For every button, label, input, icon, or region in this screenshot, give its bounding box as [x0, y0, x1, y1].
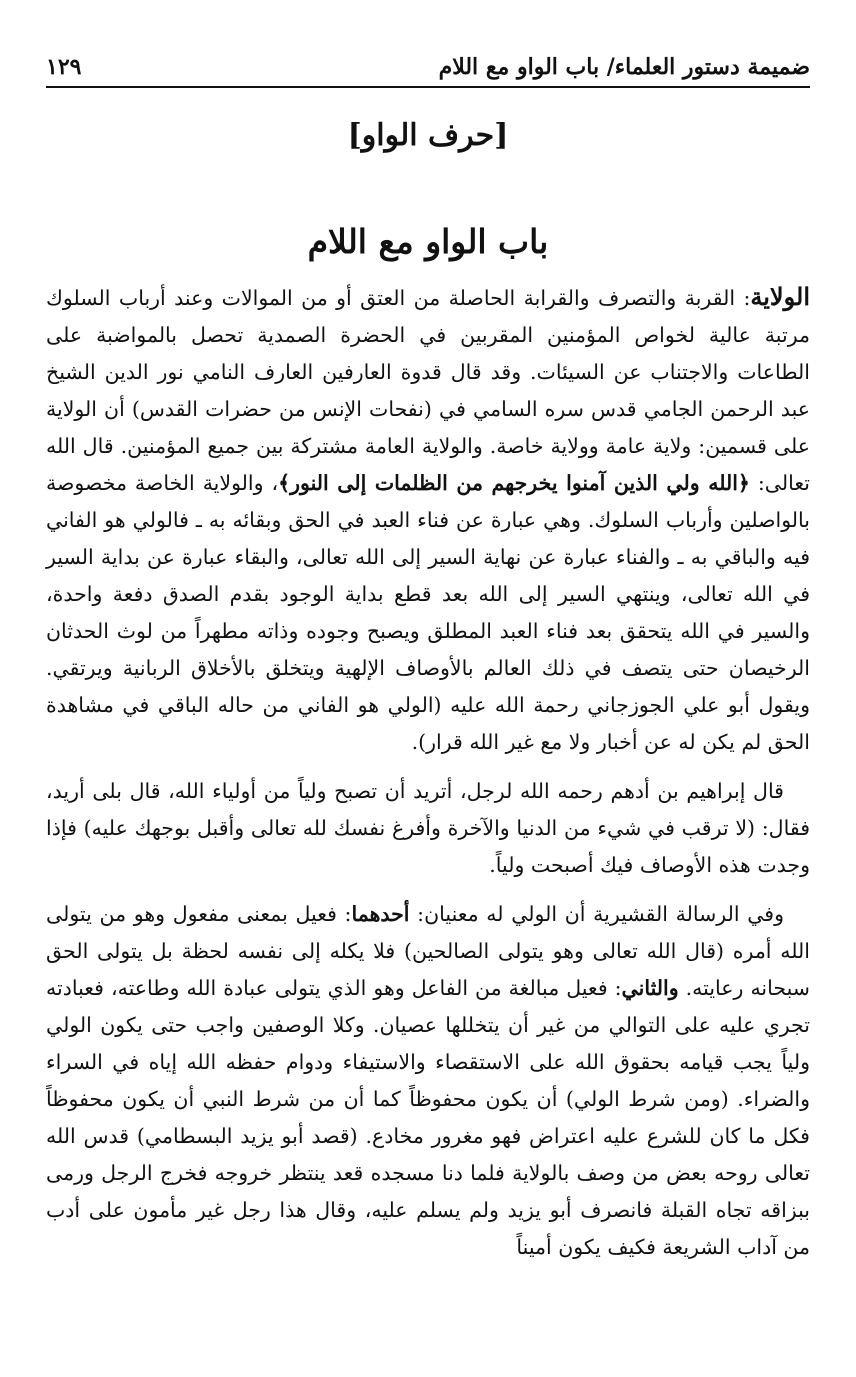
- running-title: ضميمة دستور العلماء/ باب الواو مع اللام: [438, 54, 810, 80]
- paragraph-ibrahim-adham: [46, 773, 810, 884]
- page-number: ١٢٩: [46, 54, 82, 80]
- first-meaning-label: أحدهما: [351, 902, 410, 926]
- paragraph-text: ، والولاية الخاصة مخصوصة بالواصلين وأرباب السلوك. وهي عبارة عن فناء العبد في الحق وبقائه به ـ فالولي هو الفاني فيه والباقي به ـ والفناء عبارة عن نهاية السير إلى الله تعالى، والبقاء عبارة عن بداية السير في الله تعالى، وينتهي السير إلى الله بعد قطع بداية الوجود بقدم الصدق دفعة واحدة، والسير في الله يتحقق بعد فناء العبد المطلق ويصبح وجوده وذاته مطهراً من لوث الحدثان الرخيصان حتى يتصف في ذلك العالم بالأوصاف الإلهية ويتخلق بالأخلاق الربانية ويرتقي. ويقول أبو علي الجوزجاني رحمة الله عليه (الولي هو الفاني من حاله الباقي في مشاهدة الحق لم يكن له عن أخبار ولا مع غير الله قرار).: [46, 471, 810, 754]
- paragraph-text: وفي الرسالة القشيرية أن الولي له معنيان:: [409, 902, 784, 926]
- entry-term: الولاية: [750, 282, 810, 311]
- paragraph-text: قال إبراهيم بن أدهم رحمه الله لرجل، أتريد أن تصبح ولياً من أولياء الله، قال بلى أريد، فقال: (لا ترقب في شيء من الدنيا والآخرة وأفرغ نفسك لله تعالى وأقبل بوجهك عليه) فإذا وجدت هذه الأوصاف فيك أصبحت ولياً.: [46, 779, 810, 877]
- paragraph-text: : فعيل بمعنى مفعول وهو من يتولى الله أمره (قال الله تعالى وهو يتولى الصالحين) فلا يكله إلى نفسه لحظة بل يتولى الحق سبحانه رعايته.: [46, 902, 810, 1000]
- body-text: [46, 278, 810, 1266]
- paragraph-text: : القربة والتصرف والقرابة الحاصلة من العتق أو من الموالات وعند أرباب السلوك مرتبة عالية لخواص المؤمنين المقربين في الحضرة الصمدية تحصل بالمواضبة على الطاعات والاجتناب عن السيئات. وقد قال قدوة العارفين العارف النامي نور الدين الشيخ عبد الرحمن الجامي قدس سره السامي في (نفحات الإنس من حضرات القدس) أن الولاية على قسمين: ولاية عامة وولاية خاصة. والولاية العامة مشتركة بين جميع المؤمنين. قال الله تعالى:: [46, 286, 810, 495]
- paragraph-qushayri: [46, 896, 810, 1266]
- paragraph-text: : فعيل مبالغة من الفاعل وهو الذي يتولى عبادة الله وطاعته، فعبادته تجري عليه على التوالي من غير أن يتخللها عصيان. وكلا الوصفين واجب حتى يكون الولي ولياً يجب قيامه بحقوق الله على الاستقصاء والاستيفاء ودوام حفظه الله إياه في السراء والضراء. (ومن شرط الولي) أن يكون محفوظاً كما أن من شرط النبي أن يكون محفوظاً فكل ما كان للشرع عليه اعتراض فهو مغرور مخادع. (قصد أبو يزيد البسطامي) قدس الله تعالى روحه بعض من وصف بالولاية فلما دنا مسجده قعد ينتظر خروجه فخرج الرجل ورمى ببزاقه تجاه القبلة فانصرف أبو يزيد ولم يسلم عليه، وقال هذا رجل غير مأمون على أدب من آداب الشريعة فكيف يكون أميناً: [46, 976, 810, 1259]
- paragraph-wilaya-definition: [46, 278, 810, 761]
- quran-verse: ﴿الله ولي الذين آمنوا يخرجهم من الظلمات إلى النور﴾: [278, 471, 750, 495]
- section-letter-heading: [حرف الواو]: [347, 118, 509, 153]
- second-meaning-label: والثاني: [621, 976, 679, 1000]
- running-header: [46, 38, 810, 88]
- chapter-title: باب الواو مع اللام: [307, 222, 549, 261]
